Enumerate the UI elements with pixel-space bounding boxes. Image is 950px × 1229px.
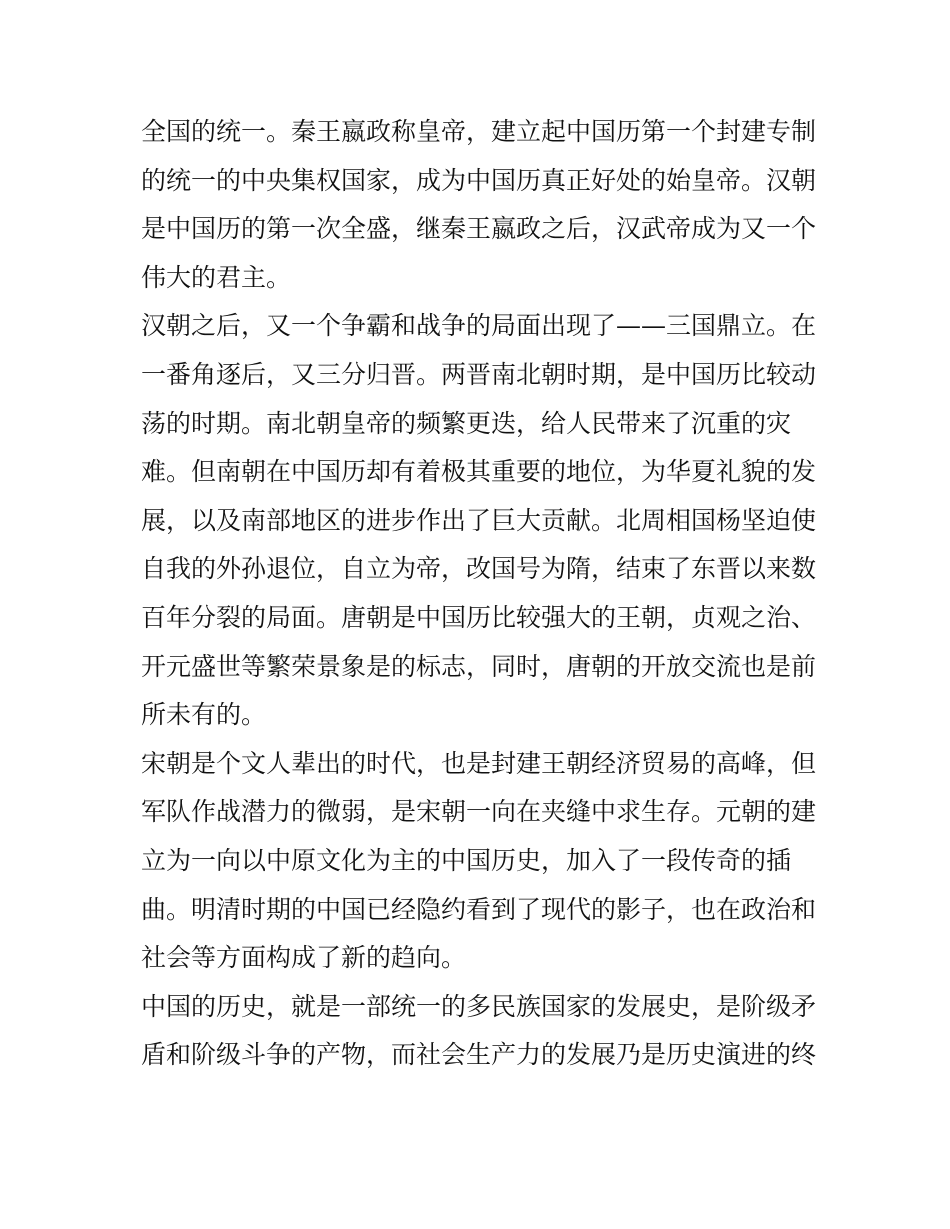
text-line: 曲。明清时期的中国已经隐约看到了现代的影子，也在政治和 [141, 894, 817, 924]
text-line: 伟大的君主。 [141, 262, 292, 292]
text-line: 中国的历史，就是一部统一的多民族国家的发展史，是阶级矛 [141, 991, 817, 1021]
document-body [141, 108, 821, 1080]
text-line: 军队作战潜力的微弱，是宋朝一向在夹缝中求生存。元朝的建 [141, 797, 817, 827]
text-line: 难。但南朝在中国历却有着极其重要的地位，为华夏礼貌的发 [141, 457, 817, 487]
text-line: 社会等方面构成了新的趋向。 [141, 943, 467, 973]
text-line: 立为一向以中原文化为主的中国历史，加入了一段传奇的插 [141, 845, 792, 875]
text-line: 展，以及南部地区的进步作出了巨大贡献。北周相国杨坚迫使 [141, 505, 817, 535]
text-line: 汉朝之后，又一个争霸和战争的局面出现了——三国鼎立。在 [141, 311, 817, 341]
text-line: 百年分裂的局面。唐朝是中国历比较强大的王朝，贞观之治、 [141, 602, 817, 632]
text-line: 自我的外孙退位，自立为帝，改国号为隋，结束了东晋以来数 [141, 554, 817, 584]
text-line: 开元盛世等繁荣景象是的标志，同时，唐朝的开放交流也是前 [141, 651, 817, 681]
text-line: 宋朝是个文人辈出的时代，也是封建王朝经济贸易的高峰，但 [141, 748, 817, 778]
text-line: 所未有的。 [141, 700, 267, 730]
text-line: 荡的时期。南北朝皇帝的频繁更迭，给人民带来了沉重的灾 [141, 408, 792, 438]
text-line: 全国的统一。秦王嬴政称皇帝，建立起中国历第一个封建专制 [141, 117, 817, 146]
text-line: 一番角逐后，又三分归晋。两晋南北朝时期，是中国历比较动 [141, 359, 817, 389]
text-line: 盾和阶级斗争的产物，而社会生产力的发展乃是历史演进的终 [141, 1040, 817, 1070]
text-line: 是中国历的第一次全盛，继秦王嬴政之后，汉武帝成为又一个 [141, 214, 817, 244]
text-line: 的统一的中央集权国家，成为中国历真正好处的始皇帝。汉朝 [141, 165, 817, 195]
